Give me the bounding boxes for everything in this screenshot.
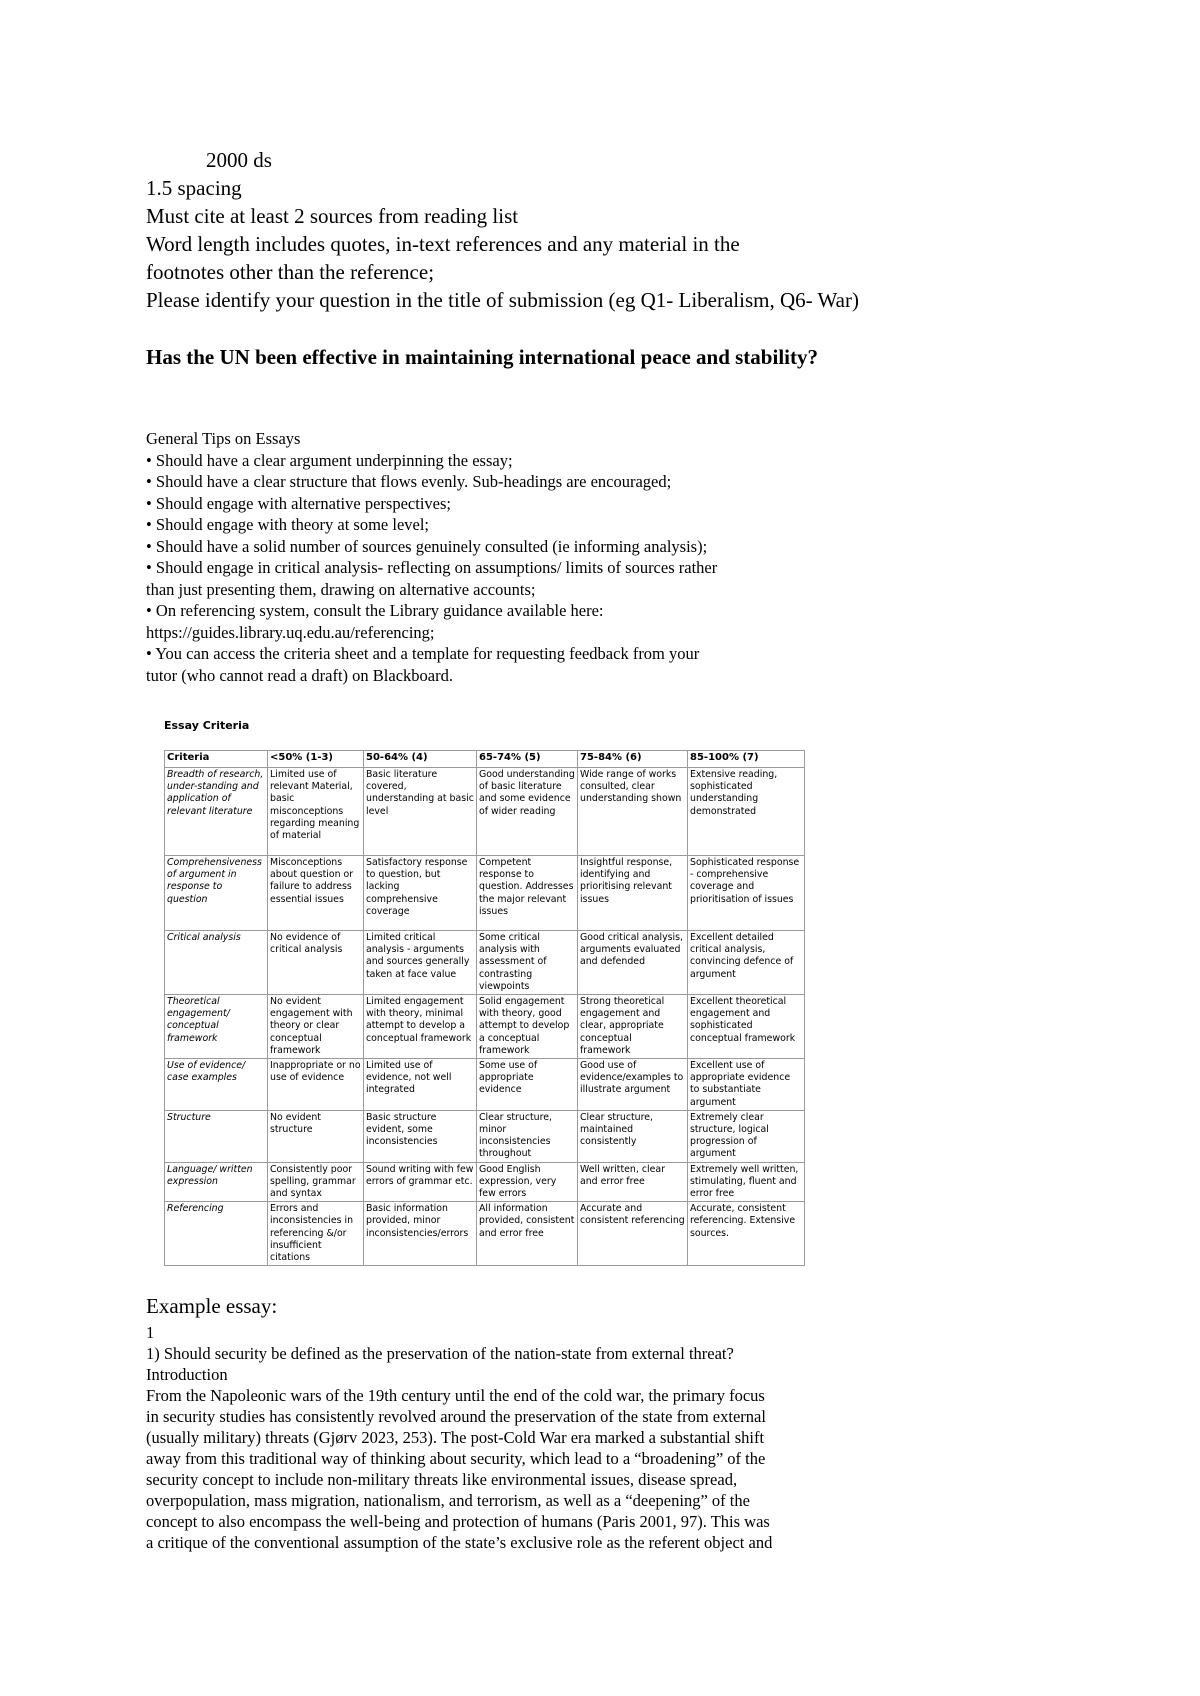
intro-heading: Introduction	[146, 1365, 228, 1384]
criterion-cell: Competent response to question. Addresses the major relevant issues	[477, 856, 578, 931]
essay-line: (usually military) threats (Gjørv 2023, 253). The post-Cold War era marked a substantial shift	[146, 1428, 765, 1447]
tip-line: • Should engage with alternative perspectives;	[146, 493, 451, 513]
essay-number: 1	[146, 1323, 155, 1342]
criterion-cell: Some use of appropriate evidence	[477, 1059, 578, 1111]
tip-line: • Should engage in critical analysis- reflecting on assumptions/ limits of sources rather	[146, 558, 718, 577]
criterion-cell: Extremely well written, stimulating, fluent and error free	[688, 1162, 805, 1202]
criteria-table	[164, 750, 805, 1266]
criterion-name: Language/ written expression	[165, 1162, 268, 1202]
criterion-name: Use of evidence/ case examples	[165, 1059, 268, 1111]
criteria-title: Essay Criteria	[164, 719, 250, 732]
header-cell: Criteria	[165, 751, 268, 768]
criterion-name: Comprehensiveness of argument in response to question	[165, 856, 268, 931]
header-cell: 85-100% (7)	[688, 751, 805, 768]
criterion-name: Critical analysis	[165, 931, 268, 995]
header-cell: 75-84% (6)	[578, 751, 688, 768]
criteria-row	[165, 1110, 805, 1162]
example-essay-body	[146, 1322, 772, 1553]
criterion-cell: Well written, clear and error free	[578, 1162, 688, 1202]
criterion-cell: Insightful response, identifying and prioritising relevant issues	[578, 856, 688, 931]
essay-criteria-figure	[164, 718, 805, 1266]
word-length-line-1: Word length includes quotes, in-text references and any material in the	[146, 232, 740, 256]
criterion-cell: Sound writing with few errors of grammar etc.	[364, 1162, 477, 1202]
criterion-cell: Good use of evidence/examples to illustrate argument	[578, 1059, 688, 1111]
criterion-cell: Basic information provided, minor inconsistencies/errors	[364, 1202, 477, 1266]
criteria-row	[165, 995, 805, 1059]
criterion-cell: Excellent theoretical engagement and sophisticated conceptual framework	[688, 995, 805, 1059]
word-length-line-2: footnotes other than the reference;	[146, 260, 435, 284]
criterion-cell: Errors and inconsistencies in referencing &/or insufficient citations	[268, 1202, 364, 1266]
criterion-cell: No evident structure	[268, 1110, 364, 1162]
essay-question-line: 1) Should security be defined as the preservation of the nation-state from external threat?	[146, 1344, 734, 1363]
criterion-cell: Extensive reading, sophisticated understanding demonstrated	[688, 768, 805, 856]
identify-question-line: Please identify your question in the title of submission (eg Q1- Liberalism, Q6- War)	[146, 288, 859, 312]
word-count-line: 2000 ds	[206, 148, 272, 172]
criterion-cell: Sophisticated response - comprehensive coverage and prioritisation of issues	[688, 856, 805, 931]
criterion-name: Theoretical engagement/ conceptual framework	[165, 995, 268, 1059]
tip-line: • Should have a clear structure that flows evenly. Sub-headings are encouraged;	[146, 472, 672, 491]
criterion-cell: Basic structure evident, some inconsistencies	[364, 1110, 477, 1162]
essay-line: in security studies has consistently revolved around the preservation of the state from external	[146, 1407, 766, 1426]
criterion-cell: Extremely clear structure, logical progression of argument	[688, 1110, 805, 1162]
tip-line: • Should engage with theory at some level;	[146, 515, 430, 534]
essay-line: From the Napoleonic wars of the 19th century until the end of the cold war, the primary focus	[146, 1386, 765, 1405]
essay-line: concept to also encompass the well-being and protection of humans (Paris 2001, 97). This was	[146, 1512, 770, 1531]
criterion-cell: Clear structure, minor inconsistencies throughout	[477, 1110, 578, 1162]
criterion-cell: Good understanding of basic literature and some evidence of wider reading	[477, 768, 578, 856]
criterion-cell: Solid engagement with theory, good attempt to develop a conceptual framework	[477, 995, 578, 1059]
criterion-cell: Accurate and consistent referencing	[578, 1202, 688, 1266]
tip-line: • Should have a solid number of sources genuinely consulted (ie informing analysis);	[146, 536, 708, 556]
criterion-cell: Clear structure, maintained consistently	[578, 1110, 688, 1162]
criterion-cell: Excellent detailed critical analysis, convincing defence of argument	[688, 931, 805, 995]
criterion-cell: Limited use of relevant Material, basic misconceptions regarding meaning of material	[268, 768, 364, 856]
header-cell: 65-74% (5)	[477, 751, 578, 768]
header-cell: <50% (1-3)	[268, 751, 364, 768]
tip-line: • On referencing system, consult the Library guidance available here:	[146, 601, 604, 620]
criterion-name: Referencing	[165, 1202, 268, 1266]
tip-line: • Should have a clear argument underpinning the essay;	[146, 450, 513, 470]
tip-line: than just presenting them, drawing on alternative accounts;	[146, 579, 536, 599]
criterion-cell: Excellent use of appropriate evidence to substantiate argument	[688, 1059, 805, 1111]
assignment-requirements	[146, 146, 859, 314]
criterion-name: Breadth of research, under-standing and application of relevant literature	[165, 768, 268, 856]
criterion-cell: Some critical analysis with assessment of contrasting viewpoints	[477, 931, 578, 995]
criterion-cell: Consistently poor spelling, grammar and syntax	[268, 1162, 364, 1202]
criterion-cell: No evidence of critical analysis	[268, 931, 364, 995]
criteria-row	[165, 1059, 805, 1111]
criterion-cell: Good critical analysis, arguments evaluated and defended	[578, 931, 688, 995]
tip-line: • You can access the criteria sheet and a template for requesting feedback from your	[146, 644, 700, 663]
essay-line: away from this traditional way of thinking about security, which lead to a “broadening” of the	[146, 1449, 766, 1468]
criteria-row	[165, 1162, 805, 1202]
criterion-cell: Misconceptions about question or failure to address essential issues	[268, 856, 364, 931]
criterion-cell: Strong theoretical engagement and clear, appropriate conceptual framework	[578, 995, 688, 1059]
citation-line: Must cite at least 2 sources from reading list	[146, 204, 519, 228]
criterion-cell: Satisfactory response to question, but lacking comprehensive coverage	[364, 856, 477, 931]
general-tips	[146, 428, 717, 686]
criteria-row	[165, 768, 805, 856]
criterion-cell: Limited use of evidence, not well integrated	[364, 1059, 477, 1111]
header-cell: 50-64% (4)	[364, 751, 477, 768]
criterion-cell: No evident engagement with theory or clear conceptual framework	[268, 995, 364, 1059]
essay-line: overpopulation, mass migration, nationalism, and terrorism, as well as a “deepening” of the	[146, 1491, 750, 1510]
criterion-cell: Limited critical analysis - arguments and sources generally taken at face value	[364, 931, 477, 995]
essay-line: security concept to include non-military threats like environmental issues, disease spread,	[146, 1470, 738, 1489]
criterion-cell: All information provided, consistent and error free	[477, 1202, 578, 1266]
criterion-name: Structure	[165, 1110, 268, 1162]
spacing-line: 1.5 spacing	[146, 176, 242, 200]
example-essay-title: Example essay:	[146, 1294, 278, 1318]
criteria-row	[165, 856, 805, 931]
criterion-cell: Wide range of works consulted, clear understanding shown	[578, 768, 688, 856]
criterion-cell: Good English expression, very few errors	[477, 1162, 578, 1202]
criteria-header-row	[165, 751, 805, 768]
criterion-cell: Limited engagement with theory, minimal attempt to develop a conceptual framework	[364, 995, 477, 1059]
criteria-row	[165, 1202, 805, 1266]
criteria-row	[165, 931, 805, 995]
tip-line: tutor (who cannot read a draft) on Blackboard.	[146, 665, 453, 685]
tip-line: https://guides.library.uq.edu.au/referencing;	[146, 622, 435, 642]
essay-line: a critique of the conventional assumption of the state’s exclusive role as the referent object and	[146, 1533, 773, 1552]
criterion-cell: Basic literature covered, understanding at basic level	[364, 768, 477, 856]
tips-heading: General Tips on Essays	[146, 429, 301, 448]
criterion-cell: Inappropriate or no use of evidence	[268, 1059, 364, 1111]
criterion-cell: Accurate, consistent referencing. Extensive sources.	[688, 1202, 805, 1266]
essay-question: Has the UN been effective in maintaining international peace and stability?	[146, 345, 818, 369]
